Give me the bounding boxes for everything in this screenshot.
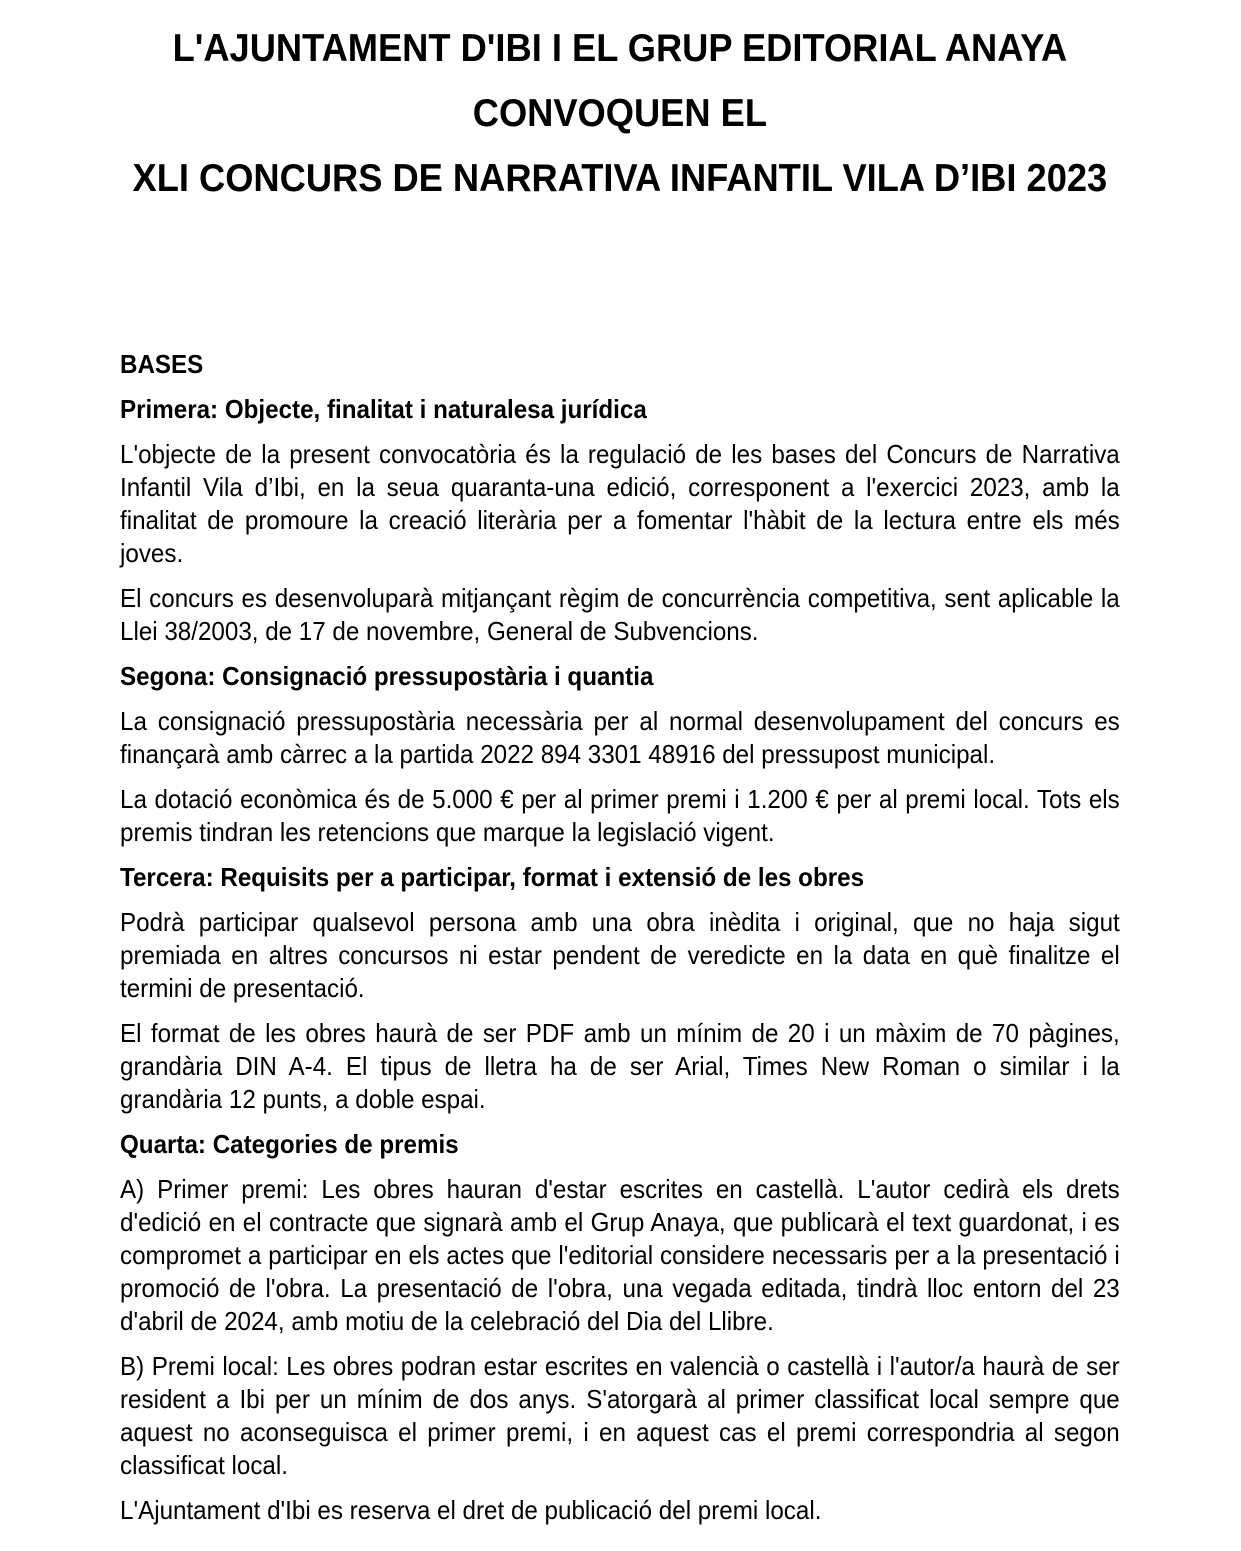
document-title-line-3: XLI CONCURS DE NARRATIVA INFANTIL VILA D’IBI 2023 [132,157,1108,200]
heading-bases: BASES [120,349,204,379]
paragraph-premi-local: B) Premi local: Les obres podran estar escrites en valencià o castellà i l'autor/a haurà de ser resident a Ibi per un mínim de dos anys. S'atorgarà al primer classificat local sempre que aquest no aconseguisca el primer premi, i en aquest cas el premi correspondria al segon classificat local. [120,1351,1120,1480]
paragraph-objecte: L'objecte de la present convocatòria és la regulació de les bases del Concurs de Narrativa Infantil Vila d’Ibi, en la seua quaranta-una edició, corresponent a l'exercici 2023, amb la finalitat de promoure la creació literària per a fomentar l'hàbit de la lectura entre els més joves. [120,439,1120,568]
paragraph-primer-premi: A) Primer premi: Les obres hauran d'estar escrites en castellà. L'autor cedirà els drets d'edició en el contracte que signarà amb el Grup Anaya, que publicarà el text guardonat, i es compromet a participar en els actes que l'editorial considere necessaris per a la presentació i promoció de l'obra. La presentació de l'obra, una vegada editada, tindrà lloc entorn del 23 d'abril de 2024, amb motiu de la celebració del Dia del Llibre. [120,1174,1120,1336]
paragraph-participacio: Podrà participar qualsevol persona amb una obra inèdita i original, que no haja sigut premiada en altres concursos ni estar pendent de veredicte en la data en què finalitze el termini de presentació. [120,907,1120,1003]
document-title-line-2: CONVOQUEN EL [472,92,767,135]
document-title-line-1: L'AJUNTAMENT D'IBI I EL GRUP EDITORIAL ANAYA [172,27,1068,70]
heading-primera: Primera: Objecte, finalitat i naturalesa jurídica [120,394,647,424]
document-body [120,348,1120,1527]
document-content [120,0,1120,1527]
paragraph-dotacio: La dotació econòmica és de 5.000 € per al primer premi i 1.200 € per al premi local. Tots els premis tindran les retencions que marque la legislació vigent. [120,784,1120,847]
paragraph-format: El format de les obres haurà de ser PDF amb un mínim de 20 i un màxim de 70 pàgines, grandària DIN A-4. El tipus de lletra ha de ser Arial, Times New Roman o similar i la grandària 12 punts, a doble espai. [120,1018,1120,1114]
paragraph-reserva-publicacio: L'Ajuntament d'Ibi es reserva el dret de publicació del premi local. [120,1495,822,1525]
heading-tercera: Tercera: Requisits per a participar, format i extensió de les obres [120,862,865,892]
heading-segona: Segona: Consignació pressupostària i quantia [120,661,654,691]
paragraph-concurrencia: El concurs es desenvoluparà mitjançant règim de concurrència competitiva, sent aplicable la Llei 38/2003, de 17 de novembre, General de Subvencions. [120,583,1120,646]
heading-quarta: Quarta: Categories de premis [120,1129,459,1159]
document-title-block [120,0,1120,202]
paragraph-consignacio: La consignació pressupostària necessària per al normal desenvolupament del concurs es finançarà amb càrrec a la partida 2022 894 3301 48916 del pressupost municipal. [120,706,1120,769]
